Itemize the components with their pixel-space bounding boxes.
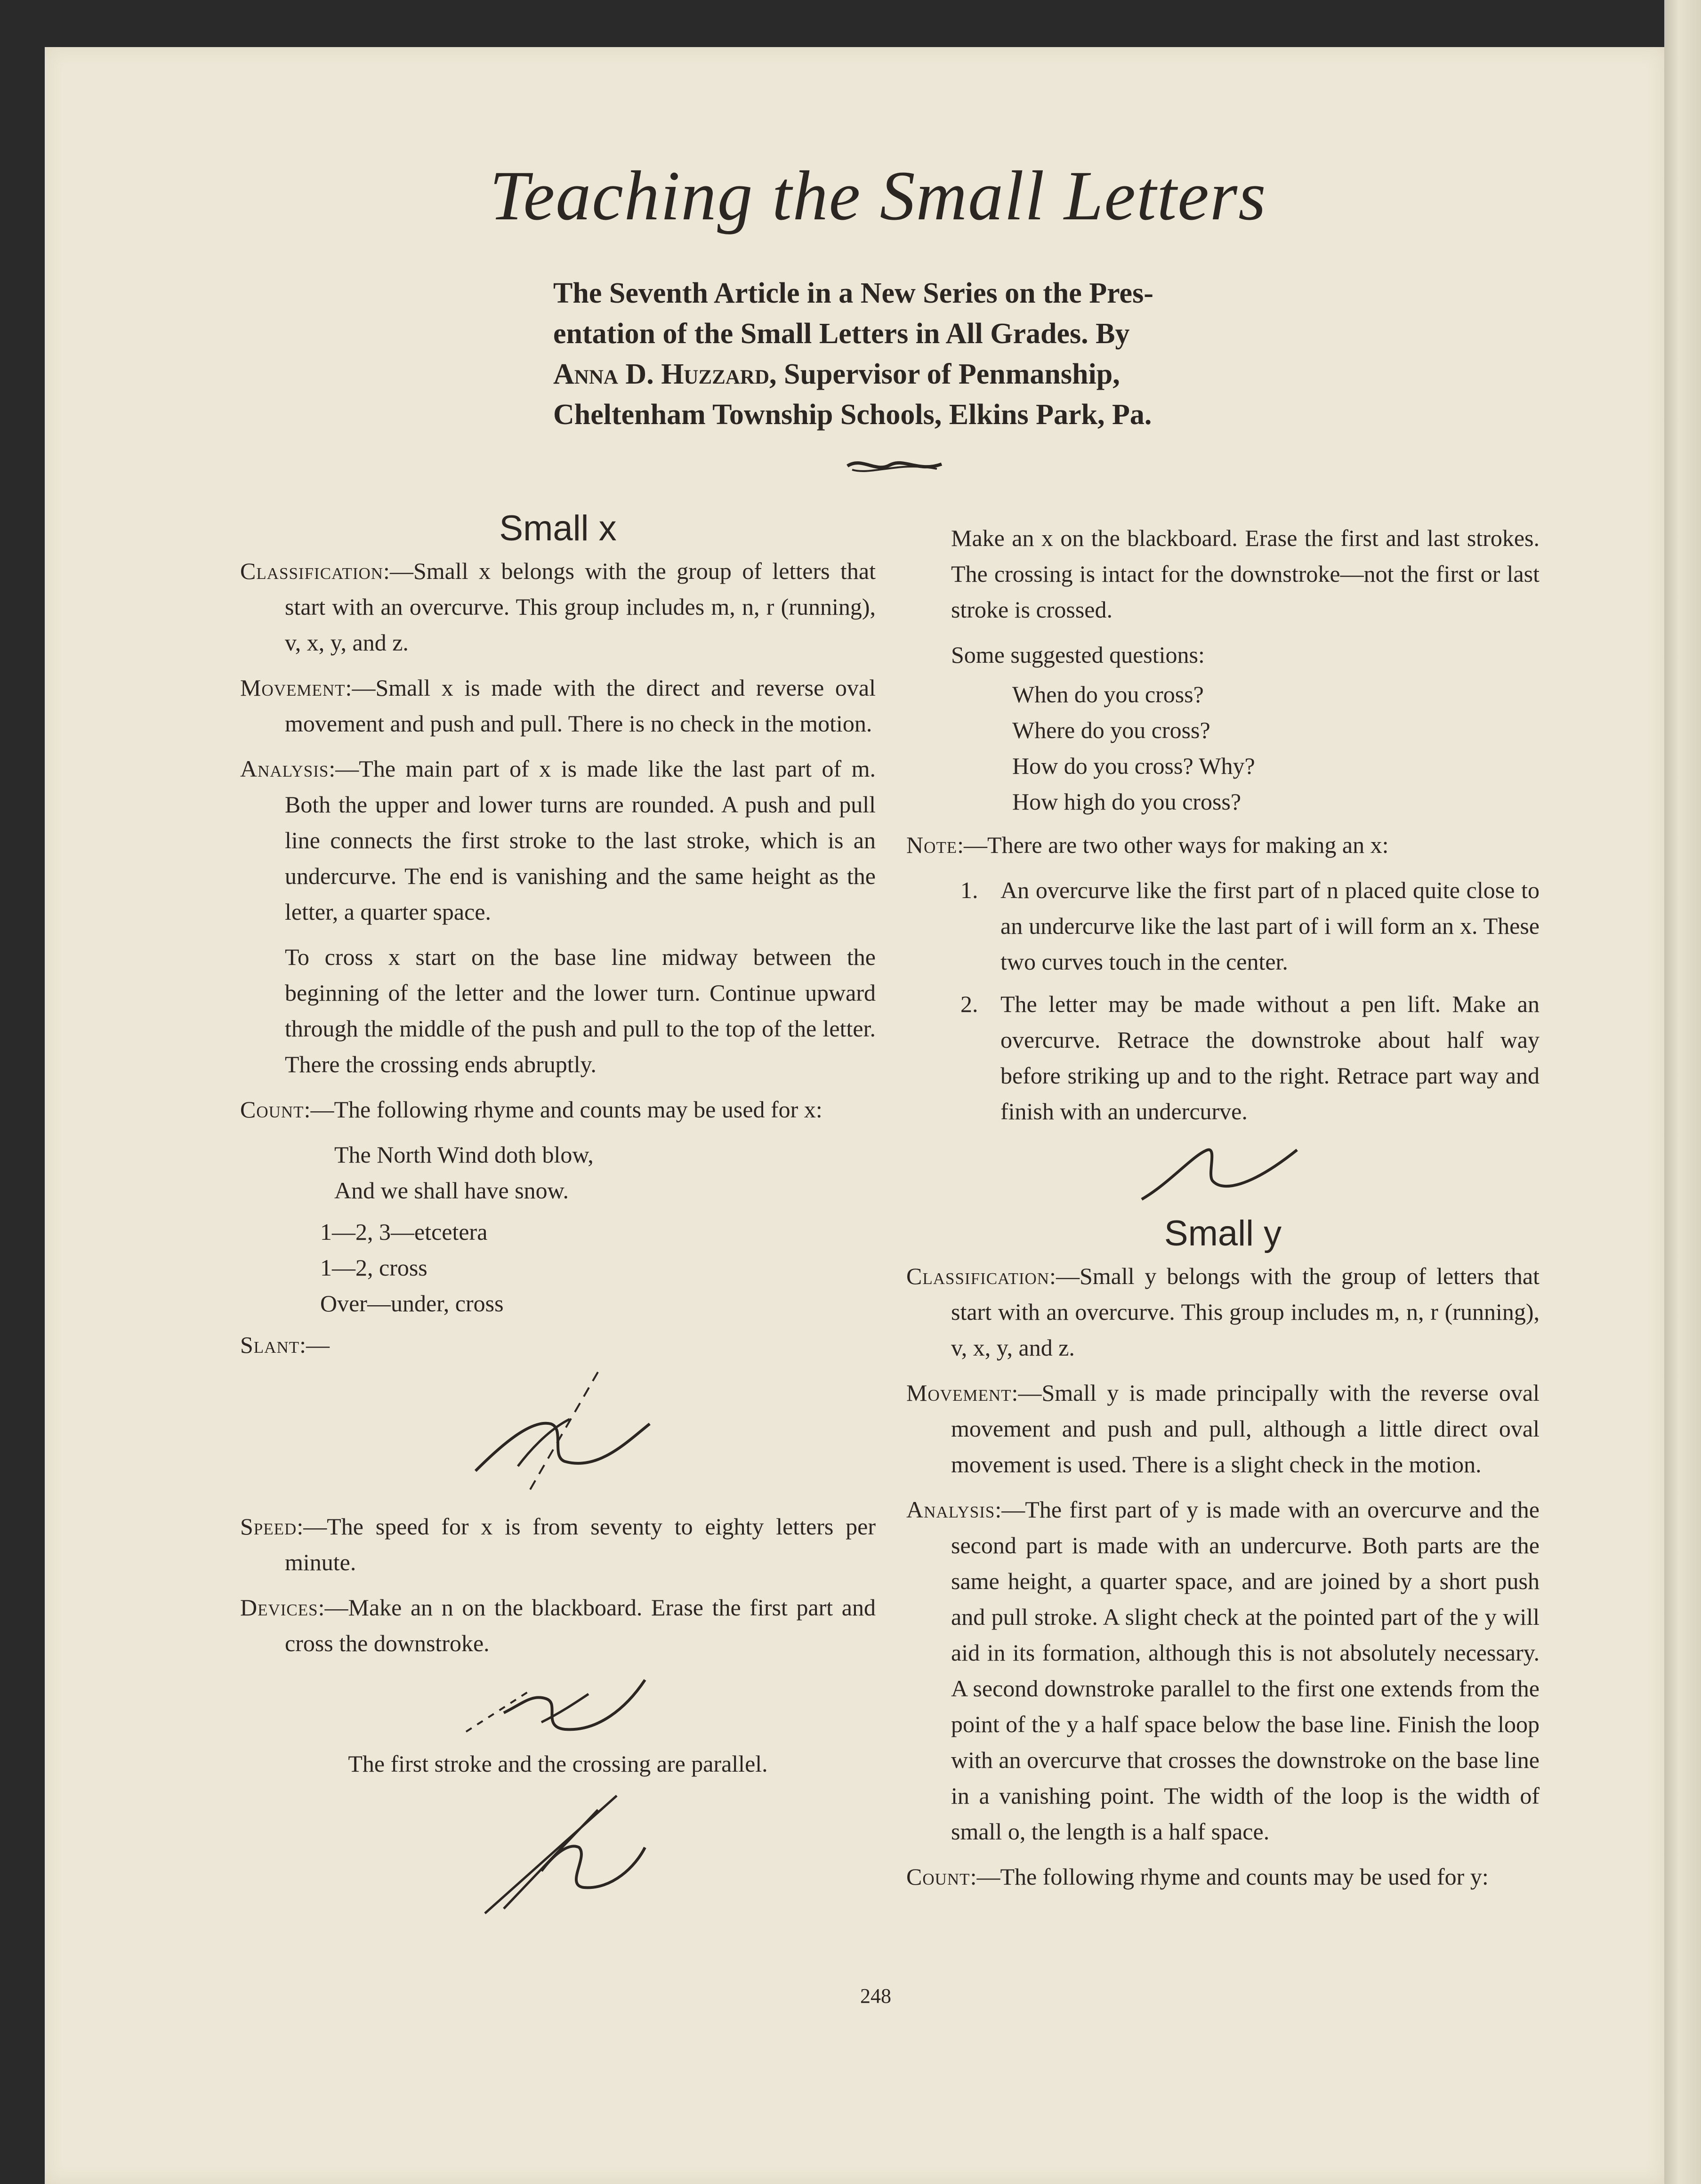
question-item: When do you cross? bbox=[1012, 681, 1204, 707]
counts bbox=[240, 1214, 876, 1321]
item-text: An overcurve like the first part of n placed quite close to an undercurve like the last part of i will form an x. These two curves touch in the center. bbox=[1000, 877, 1540, 975]
parallel-diagram bbox=[240, 1791, 876, 1918]
classification-text: :—Small y belongs with the group of letters that start with an overcurve. This group includes m, n, r (running), v, x, y, and z. bbox=[951, 1263, 1540, 1361]
subtitle-line: The Seventh Article in a New Series on the Pres- bbox=[553, 277, 1153, 309]
classification-label: Classification bbox=[906, 1263, 1050, 1289]
analysis-paragraph bbox=[906, 1492, 1540, 1849]
questions-list bbox=[906, 676, 1540, 819]
item-text: The letter may be made without a pen lift. Make an overcurve. Retrace the downstroke about half way before striking up and to the right. Retrace part way and finish with an undercurve. bbox=[1000, 991, 1540, 1124]
subtitle-author-line bbox=[553, 354, 1212, 394]
section-heading-small-x: Small x bbox=[499, 508, 617, 548]
author-name: Anna D. Huzzard bbox=[553, 358, 770, 390]
rhyme-line: The North Wind doth blow, bbox=[334, 1141, 594, 1168]
note-text: :—There are two other ways for making an x: bbox=[957, 832, 1389, 858]
count-line: 1—2, cross bbox=[320, 1254, 427, 1281]
analysis-label: Analysis bbox=[906, 1496, 995, 1523]
speed-text: :—The speed for x is from seventy to eighty letters per minute. bbox=[285, 1513, 876, 1575]
ornament-divider bbox=[843, 452, 946, 480]
article-subtitle bbox=[553, 273, 1212, 435]
analysis-text: :—The main part of x is made like the last part of m. Both the upper and lower turns are rounded. A push and pull line connects the first stroke to the last stroke, which is an undercurve. The end is vanishing and the same height as the letter, a quarter space. bbox=[285, 755, 876, 925]
movement-paragraph bbox=[240, 670, 876, 741]
speed-label: Speed bbox=[240, 1513, 297, 1540]
count-paragraph bbox=[906, 1859, 1540, 1895]
devices-label: Devices bbox=[240, 1594, 318, 1621]
note-paragraph bbox=[906, 827, 1540, 863]
count-paragraph bbox=[240, 1092, 876, 1127]
classification-label: Classification bbox=[240, 558, 384, 584]
numbered-item bbox=[960, 872, 1540, 980]
question-item: Where do you cross? bbox=[1012, 717, 1210, 743]
count-text: :—The following rhyme and counts may be used for x: bbox=[304, 1096, 822, 1123]
movement-text: :—Small x is made with the direct and reverse oval movement and push and pull. There is no check in the motion. bbox=[285, 674, 876, 737]
item-number: 2. bbox=[960, 991, 978, 1017]
subtitle-line: Cheltenham Township Schools, Elkins Park, Pa. bbox=[553, 399, 1152, 431]
subtitle-line: entation of the Small Letters in All Grades. By bbox=[553, 318, 1130, 350]
analysis-continuation: To cross x start on the base line midway between the beginning of the letter and the lower turn. Continue upward through the middle of the push and pull to the top of the letter. There the crossing ends abruptly. bbox=[285, 944, 876, 1077]
slant-paragraph bbox=[240, 1327, 876, 1363]
count-label: Count bbox=[906, 1863, 970, 1890]
movement-paragraph bbox=[906, 1375, 1540, 1482]
question-item: How high do you cross? bbox=[1012, 788, 1241, 815]
facing-page-edge bbox=[1664, 0, 1701, 2184]
item-number: 1. bbox=[960, 877, 978, 903]
parallel-note: The first stroke and the crossing are parallel. bbox=[348, 1750, 768, 1777]
count-line: Over—under, cross bbox=[320, 1290, 504, 1317]
devices-paragraph bbox=[240, 1590, 876, 1661]
left-column bbox=[240, 508, 876, 1923]
count-line: 1—2, 3—etcetera bbox=[320, 1219, 488, 1245]
slant-label: Slant bbox=[240, 1332, 300, 1358]
questions-intro: Some suggested questions: bbox=[951, 642, 1205, 668]
devices-diagram bbox=[240, 1670, 876, 1741]
question-item: How do you cross? Why? bbox=[1012, 753, 1255, 779]
speed-paragraph bbox=[240, 1509, 876, 1580]
slant-diagram-x bbox=[240, 1367, 876, 1504]
movement-text: :—Small y is made principally with the reverse oval movement and push and pull, although a little direct oval movement is used. There is a slight check in the motion. bbox=[951, 1380, 1540, 1477]
analysis-label: Analysis bbox=[240, 755, 329, 782]
note-label: Note bbox=[906, 832, 958, 858]
movement-label: Movement bbox=[906, 1380, 1012, 1406]
pen-lift-diagram bbox=[906, 1136, 1540, 1206]
author-title: , Supervisor of Penmanship, bbox=[769, 358, 1120, 390]
classification-paragraph bbox=[240, 553, 876, 660]
analysis-paragraph bbox=[240, 751, 876, 930]
blackboard-paragraph: Make an x on the blackboard. Erase the first and last strokes. The crossing is intact for the downstroke—not the first or last stroke is crossed. bbox=[951, 525, 1540, 623]
rhyme-line: And we shall have snow. bbox=[334, 1177, 569, 1204]
slant-text: :— bbox=[299, 1332, 330, 1358]
numbered-item bbox=[960, 986, 1540, 1129]
classification-text: :—Small x belongs with the group of letters that start with an overcurve. This group includes m, n, r (running), v, x, y, and z. bbox=[285, 558, 876, 656]
analysis-text: :—The first part of y is made with an overcurve and the second part is made with an undercurve. Both parts are the same height, a quarter space, and are joined by a short push and pull stroke. A slight check at the pointed part of the y will aid in its formation, although this is not absolutely necessary. A second downstroke parallel to the first one extends from the point of the y a half space below the base line. Finish the loop with an overcurve that crosses the downstroke on the base line in a vanishing point. The width of the loop is the width of small o, the length is a half space. bbox=[951, 1496, 1540, 1845]
classification-paragraph bbox=[906, 1258, 1540, 1365]
section-heading-small-y: Small y bbox=[1164, 1213, 1282, 1253]
right-column bbox=[906, 520, 1540, 1904]
devices-text: :—Make an n on the blackboard. Erase the first part and cross the downstroke. bbox=[285, 1594, 876, 1656]
page-number: 248 bbox=[860, 1984, 891, 2007]
scan-border bbox=[0, 0, 1664, 47]
article-title: Teaching the Small Letters bbox=[490, 157, 1267, 235]
count-text: :—The following rhyme and counts may be used for y: bbox=[970, 1863, 1489, 1890]
rhyme bbox=[240, 1137, 876, 1208]
movement-label: Movement bbox=[240, 674, 346, 701]
count-label: Count bbox=[240, 1096, 304, 1123]
